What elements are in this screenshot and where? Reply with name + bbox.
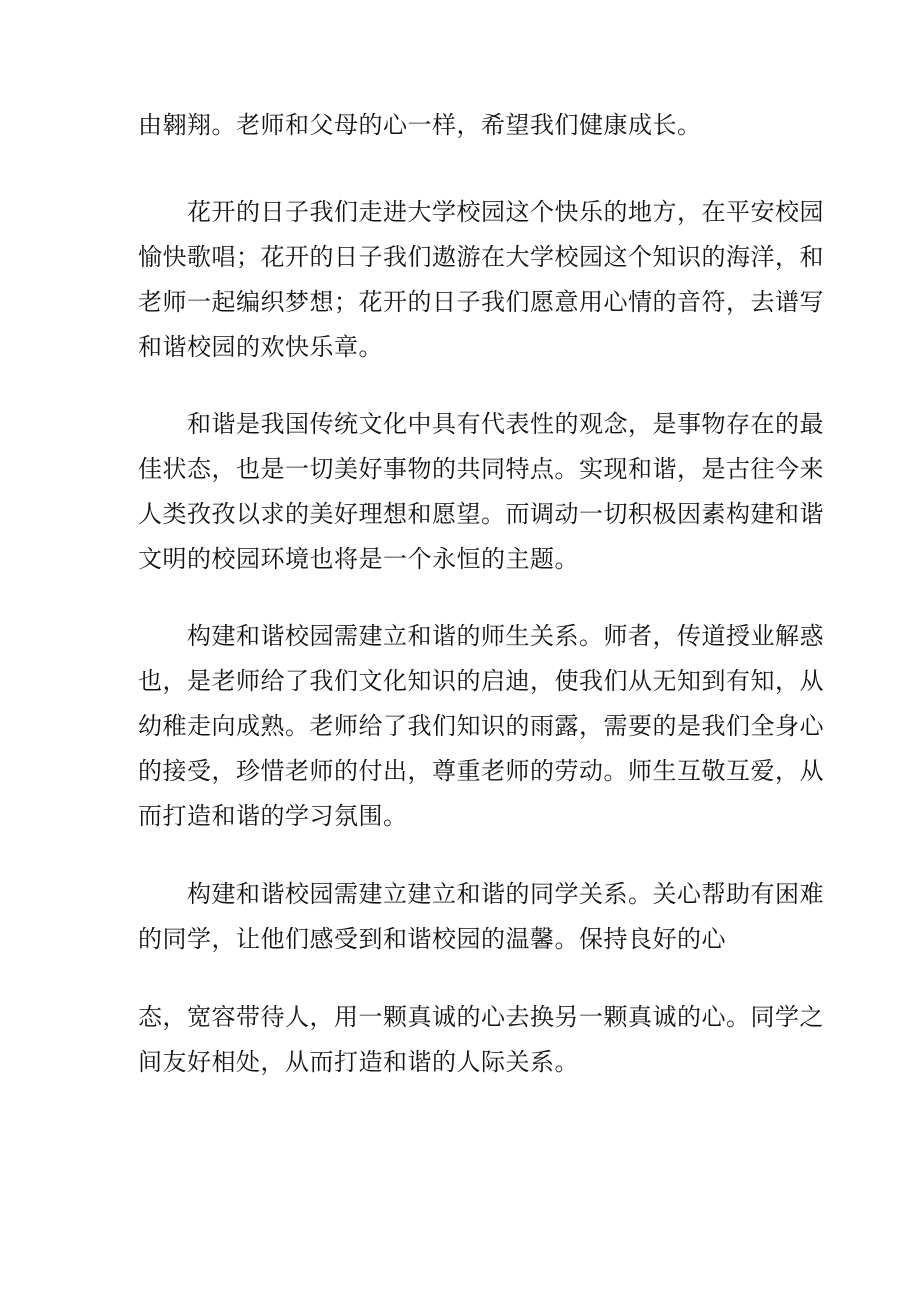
- paragraph-2: [138, 190, 824, 370]
- paragraph-5: [138, 872, 824, 962]
- paragraph-line: 人类孜孜以求的美好理想和愿望。而调动一切积极因素构建和谐: [138, 500, 824, 528]
- paragraph-line: 花开的日子我们走进大学校园这个快乐的地方，在平安校园: [138, 198, 824, 226]
- paragraph-line: 幼稚走向成熟。老师给了我们知识的雨露，需要的是我们全身心: [138, 712, 824, 740]
- paragraph-line: 和谐校园的欢快乐章。: [138, 333, 383, 361]
- paragraph-line: 态，宽容带待人，用一颗真诚的心去换另一颗真诚的心。同学之: [138, 1003, 824, 1031]
- paragraph-line: 的同学，让他们感受到和谐校园的温馨。保持良好的心: [138, 925, 726, 953]
- paragraph-line: 也，是老师给了我们文化知识的启迪，使我们从无知到有知，从: [138, 667, 824, 695]
- paragraph-4: [138, 614, 824, 839]
- paragraph-line: 老师一起编织梦想；花开的日子我们愿意用心情的音符，去谱写: [138, 288, 824, 316]
- paragraph-3: [138, 402, 824, 582]
- paragraph-line: 构建和谐校园需建立建立和谐的同学关系。关心帮助有困难: [138, 880, 824, 908]
- paragraph-line: 构建和谐校园需建立和谐的师生关系。师者，传道授业解惑: [138, 622, 824, 650]
- paragraph-line: 文明的校园环境也将是一个永恒的主题。: [138, 545, 579, 573]
- paragraph-line: 佳状态，也是一切美好事物的共同特点。实现和谐，是古往今来: [138, 455, 824, 483]
- paragraph-line: 愉快歌唱；花开的日子我们遨游在大学校园这个知识的海洋，和: [138, 243, 824, 271]
- paragraph-6: [138, 995, 824, 1085]
- paragraph-1: [138, 103, 788, 148]
- paragraph-line: 由翱翔。老师和父母的心一样，希望我们健康成长。: [138, 111, 702, 139]
- paragraph-line: 而打造和谐的学习氛围。: [138, 802, 408, 830]
- paragraph-line: 和谐是我国传统文化中具有代表性的观念，是事物存在的最: [138, 410, 824, 438]
- paragraph-line: 间友好相处，从而打造和谐的人际关系。: [138, 1048, 579, 1076]
- paragraph-line: 的接受，珍惜老师的付出，尊重老师的劳动。师生互敬互爱，从: [138, 757, 824, 785]
